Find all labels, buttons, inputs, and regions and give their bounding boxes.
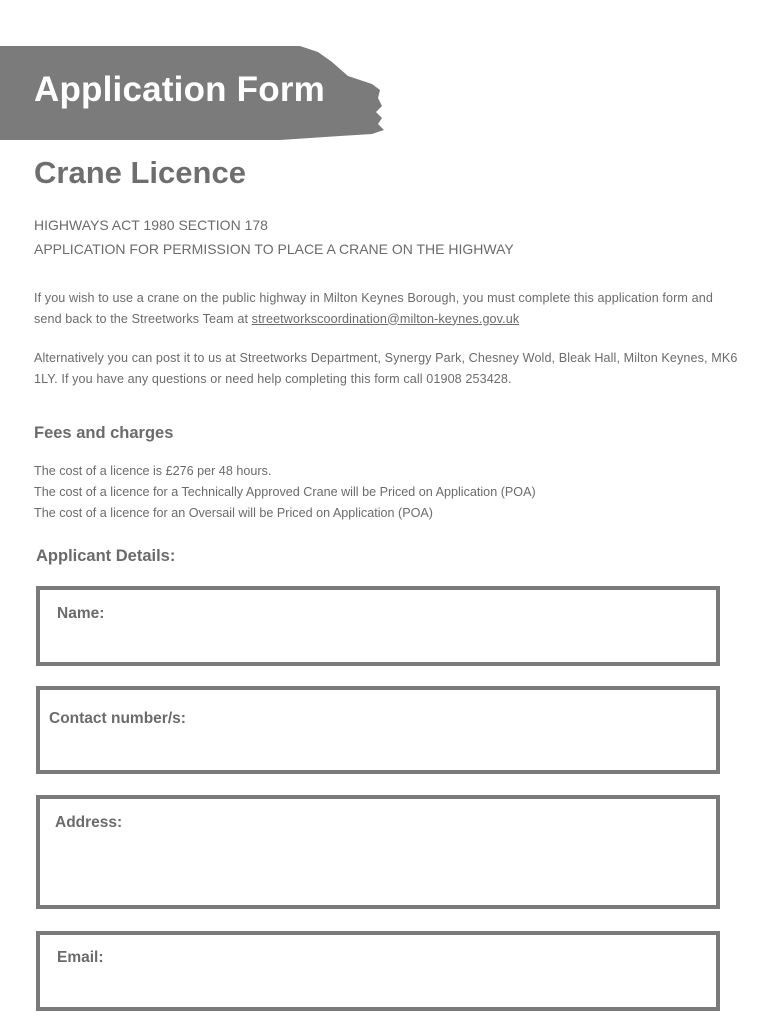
fees-heading: Fees and charges [34,424,174,442]
contact-number-field-label: Contact number/s: [49,710,186,727]
application-purpose: APPLICATION FOR PERMISSION TO PLACE A CRANE ON THE HIGHWAY [34,241,514,257]
fee-line: The cost of a licence for an Oversail will be Priced on Application (POA) [34,506,433,520]
address-field[interactable] [36,795,720,909]
fee-line: The cost of a licence is £276 per 48 hours. [34,464,272,478]
banner-title: Application Form [34,70,325,109]
intro-paragraph [34,288,744,329]
contact-number-field[interactable] [36,686,720,774]
header-banner [0,46,385,140]
intro-text: If you wish to use a crane on the public highway in Milton Keynes Borough, you must complete this application form and send back to the Streetworks Team at [34,291,713,326]
address-field-label: Address: [55,814,123,831]
fee-line: The cost of a licence for a Technically Approved Crane will be Priced on Application (POA) [34,485,536,499]
document-title: Crane Licence [34,155,246,190]
email-field[interactable] [36,931,720,1011]
email-link[interactable]: streetworkscoordination@milton-keynes.gov.uk [251,311,520,326]
applicant-details-heading: Applicant Details: [36,547,176,565]
act-reference: HIGHWAYS ACT 1980 SECTION 178 [34,217,268,233]
name-field[interactable] [36,586,720,666]
email-field-label: Email: [57,949,104,966]
alternative-paragraph: Alternatively you can post it to us at Streetworks Department, Synergy Park, Chesney Wold, Bleak Hall, Milton Keynes, MK6 1LY. If you have any questions or need help completing this form call 01908 253428. [34,351,738,386]
name-field-label: Name: [57,605,105,622]
